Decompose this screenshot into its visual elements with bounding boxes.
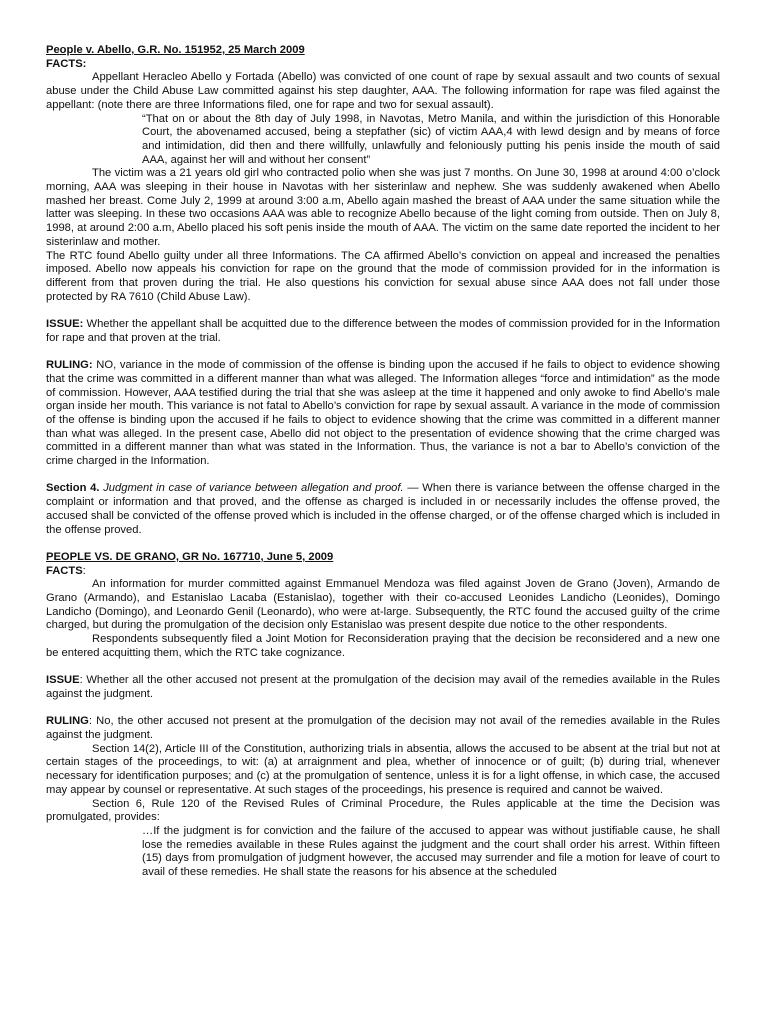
case1-section-title: Judgment in case of variance between allegation and proof. [99,482,404,495]
case2-issue [46,674,720,701]
case1-information-quote: “That on or about the 8th day of July 1998, in Navotas, Metro Manila, and within the jurisdiction of this Honorable Court, the abovenamed accused, being a stepfather (sic) of victim AAA,4 with lewd design and by means of force and intimidation, did then and there willfully, unlawfully and feloniously putting his penis inside the mouth of said AAA, against her will and without her consent” [142,112,720,166]
case2-ruling [46,715,720,742]
case2-ruling-paragraph-2: Section 14(2), Article III of the Constitution, authorizing trials in absentia, allows the accused to be absent at the trial but not at certain stages of the proceedings, to wit: (a) at arraignment and plea, whether of innocence or of guilt; (b) during trial, whenever necessary for identification purposes; and (c) at the promulgation of sentence, unless it is for a light offense, in which case, the accused may appear by counsel or representative. At such stages of the proceedings, his presence is required and cannot be waived. [46,742,720,796]
case1-facts-paragraph-1: Appellant Heracleo Abello y Fortada (Abello) was convicted of one count of rape by sexual assault and two counts of sexual abuse under the Child Abuse Law committed against his step daughter, AAA. The following information for rape was filed against the appellant: (note there are three Informations filed, one for rape and two for sexual assault). [46,71,720,111]
case1-title: People v. Abello, G.R. No. 151952, 25 March 2009 [46,44,305,56]
case2-facts-paragraph-2: Respondents subsequently filed a Joint Motion for Reconsideration praying that the decision be reconsidered and a new one be entered acquitting them, which the RTC take cognizance. [46,633,720,659]
case2-rule-quote: …If the judgment is for conviction and the failure of the accused to appear was without justifiable cause, he shall lose the remedies available in these Rules against the judgment and the court shall order his arrest. Within fifteen (15) days from promulgation of judgment however, the accused may surrender and file a motion for leave of court to avail of these remedies. He shall state the reasons for his absence at the scheduled [142,824,720,879]
case1-facts-paragraph-3: The RTC found Abello guilty under all three Informations. The CA affirmed Abello’s conviction on appeal and increased the penalties imposed. Abello now appeals his conviction for rape on the ground that the mode of commission provided for in the information is different from that proven during the trial. He also questions his conviction for sexual abuse since AAA does not fall under those protected by RA 7610 (Child Abuse Law). [46,249,720,303]
case2-facts-paragraph-1: An information for murder committed against Emmanuel Mendoza was filed against Joven de Grano (Joven), Armando de Grano (Armando), and Estanislao Lacaba (Estanislao), together with their co-accused Leonides Landicho (Leonides), Domingo Landicho (Domingo), and Leonardo Genil (Leonardo), who were at-large. Subsequently, the RTC found the accused guilty of the crime charged, but during the promulgation of the decision only Estanislao was present despite due notice to the other respondents. [46,578,720,632]
case2-facts-colon: : [82,564,86,577]
case2-title: PEOPLE VS. DE GRANO, GR No. 167710, June 5, 2009 [46,550,334,563]
case2-issue-label: ISSUE [46,674,80,687]
case2-ruling-text: : No, the other accused not present at the promulgation of the decision may not avail of the remedies available in the Rules against the judgment. [46,715,720,742]
case2-ruling-label: RULING [46,715,89,728]
case1-ruling-label: RULING: [46,359,93,372]
case1-section-label: Section 4. [46,482,100,495]
document-page [46,44,720,880]
case1-issue-label: ISSUE: [46,318,84,331]
case1-facts-label: FACTS: [46,57,87,70]
case2-ruling-paragraph-3: Section 6, Rule 120 of the Revised Rules of Criminal Procedure, the Rules applicable at the time the Decision was promulgated, provides: [46,797,720,824]
case1-facts-paragraph-2: The victim was a 21 years old girl who contracted polio when she was just 7 months. On June 30, 1998 at around 4:00 o’clock morning, AAA was sleeping in their house in Navotas with her sisterinlaw and nephew. She was suddenly awakened when Abello mashed her breast. Come July 2, 1999 at around 3:00 a.m, Abello again mashed the breast of AAA under the same situation while the latter was sleeping. In these two occasions AAA was able to recognize Abello because of the light coming from outside. Then on July 8, 1998, at around 2:00 a.m, Abello placed his soft penis inside the mouth of AAA. The victim on the same date reported the incident to her sisterinlaw and mother. [46,167,720,248]
case1-section-text: — When there is variance between the offense charged in the complaint or information and that proved, and the offense as charged is included in or necessarily includes the offense proved, the accused shall be convicted of the offense proved which is included in the offense charged, or of the offense charged which is included in the offense proved. [46,482,720,536]
case1-issue-text: Whether the appellant shall be acquitted due to the difference between the modes of commission provided for in the Information for rape and that proven at the trial. [46,318,720,344]
case1-ruling [46,359,720,469]
case2-facts-label: FACTS [46,564,83,577]
case1-section-4 [46,482,720,537]
case2-issue-text: : Whether all the other accused not present at the promulgation of the decision may avail of the remedies available in the Rules against the judgment. [46,674,720,700]
case1-issue [46,318,720,345]
case1-ruling-text: NO, variance in the mode of commission of the offense is binding upon the accused if he fails to object to evidence showing that the crime was committed in a different manner than what was alleged. The Information alleges “force and intimidation” as the mode of commission. However, AAA testified during the trial that she was asleep at the time it happened and only awoke to find Abello’s male organ inside her mouth. This variance is not fatal to Abello’s conviction for rape by sexual assault. A variance in the mode of commission of the offense is binding upon the accused if he fails to object to evidence showing that the crime was committed in a different manner than what was alleged. In the present case, Abello did not object to the presentation of evidence showing that the crime charged was committed in a different manner than what was stated in the Information. Thus, the variance is not a bar to Abello’s conviction of the crime charged in the Information. [46,359,720,468]
case2-facts-heading [46,565,720,579]
